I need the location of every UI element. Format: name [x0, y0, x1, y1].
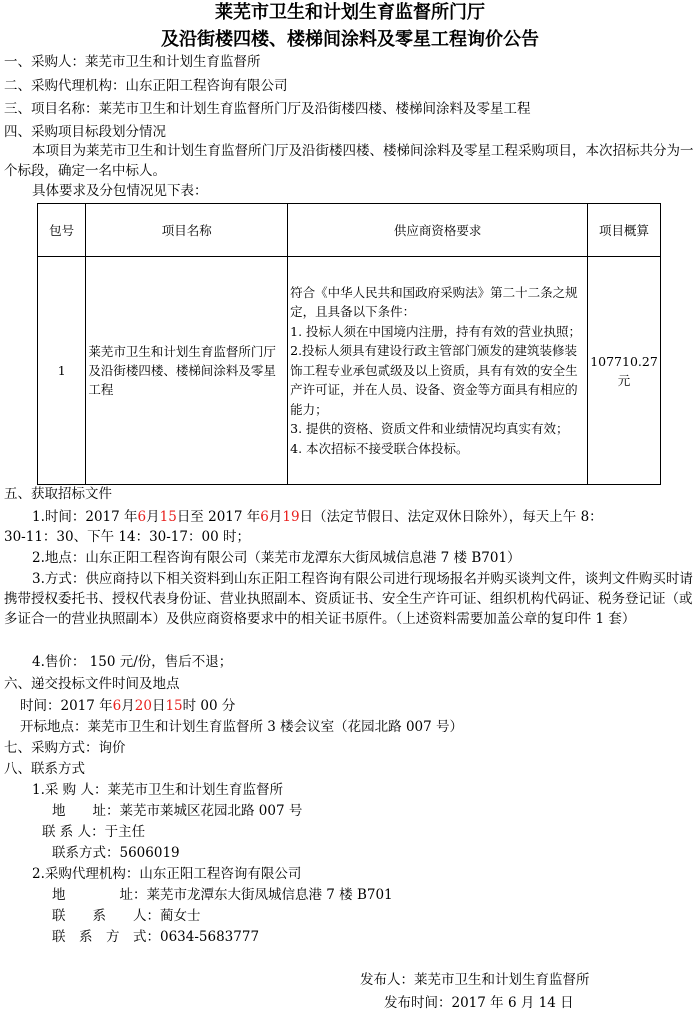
section-lots-paragraph: 本项目为莱芜市卫生和计划生育监督所门厅及沿街楼四楼、楼梯间涂料及零星工程采购项目，本次招标共分为一个标段，确定一名中标人。	[4, 143, 694, 179]
obtain-start-day: 15	[159, 509, 177, 525]
publish-date: 发布时间：2017 年 6 月 14 日	[384, 995, 574, 1011]
lots-table	[37, 203, 661, 485]
buyer-contact: 联 系 人：于主任	[42, 824, 146, 840]
obtain-end-month: 6	[260, 509, 269, 525]
opening-place: 开标地点：莱芜市卫生和计划生育监督所 3 楼会议室（花园北路 007 号）	[20, 719, 464, 735]
agent-contact: 联 系 人：蔺女士	[52, 908, 201, 924]
buyer-phone: 联系方式：5606019	[52, 845, 180, 861]
obtain-time-line2: 30-11：30、下午 14：30-17：00 时；	[4, 529, 250, 545]
section-purchaser: 一、采购人：莱芜市卫生和计划生育监督所	[4, 54, 261, 70]
qualification-item: 2.投标人须具有建设行政主管部门颁发的建筑装修装饰工程专业承包贰级及以上资质，具有有效的安全生产许可证，并在人员、设备、资金等方面具有相应的能力；	[290, 343, 578, 417]
obtain-place: 2.地点：山东正阳工程咨询有限公司（莱芜市龙潭东大街凤城信息港 7 楼 B701）	[32, 550, 521, 566]
table-row	[38, 257, 661, 485]
section-project-name: 三、项目名称：莱芜市卫生和计划生育监督所门厅及沿街楼四楼、楼梯间涂料及零星工程	[4, 101, 531, 117]
qualification-item: 符合《中华人民共和国政府采购法》第二十二条之规定，且具备以下条件：	[290, 284, 578, 320]
obtain-price: 4.售价： 150 元/份，售后不退；	[32, 654, 233, 670]
table-header-row	[38, 204, 661, 257]
header-qualification: 供应商资格要求	[288, 204, 588, 257]
header-budget: 项目概算	[588, 204, 661, 257]
obtain-start-month: 6	[137, 509, 147, 525]
cell-qualification	[288, 257, 588, 485]
obtain-method: 3.方式：供应商持以下相关资料到山东正阳工程咨询有限公司进行现场报名并购买谈判文件，谈判文件购买时请携带授权委托书、授权代表身份证、营业执照副本、资质证书、安全生产许可证、组织机构代码证、税务登记证（或多证合一的营业执照副本）及供应商资格要求中的相关证书原件。（上述资料需要加盖公章的复印件 1 套）	[4, 571, 693, 627]
header-project-name: 项目名称	[86, 204, 288, 257]
notice-title-line2: 及沿街楼四楼、楼梯间涂料及零星工程询价公告	[161, 29, 539, 50]
agent-address: 地 址：莱芜市龙潭东大街凤城信息港 7 楼 B701	[52, 887, 393, 903]
submission-day: 20	[134, 698, 152, 714]
section-lots-note: 具体要求及分包情况见下表：	[32, 183, 208, 199]
cell-lot-no: 1	[38, 257, 86, 485]
qualification-item: 3. 提供的资格、资质文件和业绩情况均真实有效；	[290, 421, 569, 437]
submission-hour: 15	[165, 698, 183, 714]
section-obtain-docs: 五、获取招标文件	[4, 486, 112, 502]
section-contacts: 八、联系方式	[4, 761, 85, 777]
submission-month: 6	[112, 698, 122, 714]
buyer-name: 1.采 购 人：莱芜市卫生和计划生育监督所	[32, 782, 283, 798]
section-lots-heading: 四、采购项目标段划分情况	[4, 124, 166, 140]
section-agent: 二、采购代理机构：山东正阳工程咨询有限公司	[4, 78, 288, 94]
buyer-address: 地 址：莱芜市莱城区花园北路 007 号	[52, 803, 303, 819]
section-method: 七、采购方式：询价	[4, 740, 126, 756]
obtain-time-line1: 1.时间：2017 年6月15日至 2017 年6月19日（法定节假日、法定双休日除外），每天上午 8：	[32, 509, 603, 525]
submission-time: 时间：2017 年6月20日15时 00 分	[20, 698, 236, 714]
agent-name: 2.采购代理机构：山东正阳工程咨询有限公司	[32, 866, 302, 882]
notice-title-line1: 莱芜市卫生和计划生育监督所门厅	[215, 2, 485, 23]
header-lot-no: 包号	[38, 204, 86, 257]
cell-project-name: 莱芜市卫生和计划生育监督所门厅及沿街楼四楼、楼梯间涂料及零星工程	[86, 257, 288, 485]
cell-budget: 107710.27元	[588, 257, 661, 485]
publisher: 发布人：莱芜市卫生和计划生育监督所	[360, 972, 590, 988]
obtain-end-day: 19	[282, 509, 300, 525]
qualification-item: 4. 本次招标不接受联合体投标。	[290, 440, 469, 456]
section-submission: 六、递交投标文件时间及地点	[4, 676, 180, 692]
agent-phone: 联 系 方 式：0634-5683777	[52, 929, 260, 945]
qualification-item: 1. 投标人须在中国境内注册，持有有效的营业执照；	[290, 323, 582, 339]
